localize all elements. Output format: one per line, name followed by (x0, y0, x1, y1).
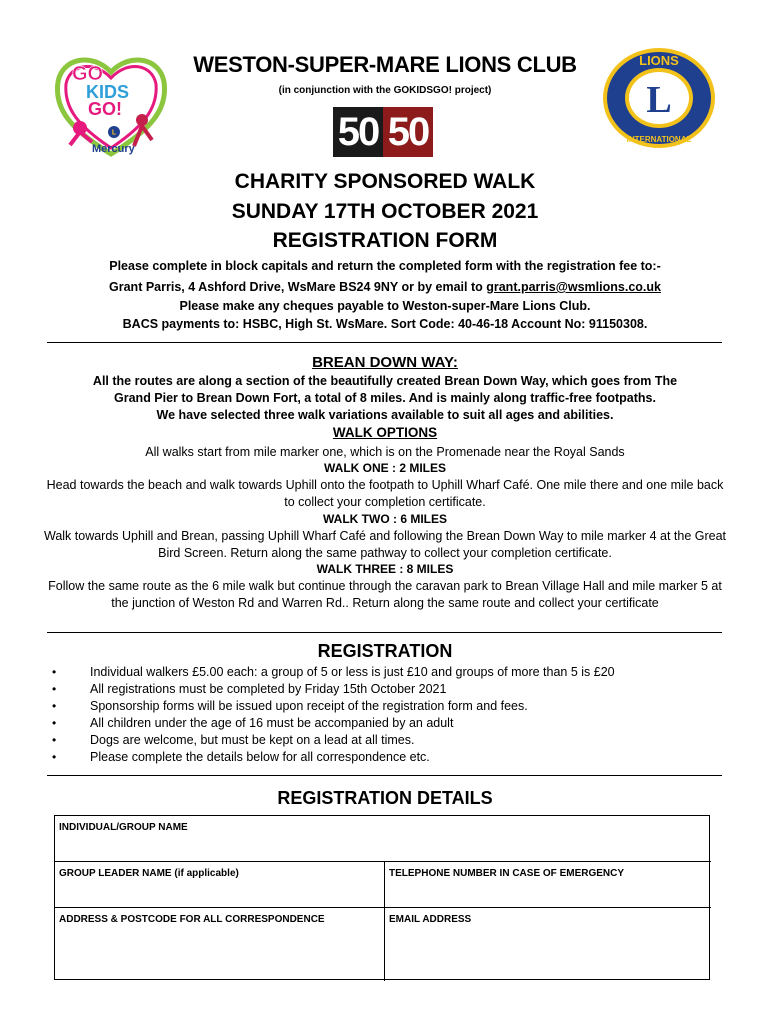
list-item: • Dogs are welcome, but must be kept on a lead at all times. (52, 733, 732, 750)
intro-cheques: Please make any cheques payable to Weston-super-Mare Lions Club. (179, 299, 591, 313)
form-title: REGISTRATION FORM (272, 229, 498, 252)
group-leader-label: GROUP LEADER NAME (if applicable) (59, 868, 239, 879)
lions-letter: L (646, 79, 672, 121)
divider (47, 342, 722, 343)
brean-heading: BREAN DOWN WAY: (312, 354, 458, 371)
fifty-fifty-badge (333, 107, 433, 157)
emergency-phone-field[interactable] (389, 883, 707, 903)
address-cell (55, 908, 385, 981)
email-label: EMAIL ADDRESS (389, 914, 472, 925)
address-label: ADDRESS & POSTCODE FOR ALL CORRESPONDENCE (59, 914, 325, 925)
divider (47, 775, 722, 776)
walk-three-title: WALK THREE : 8 MILES (316, 562, 454, 576)
intro-address (40, 280, 730, 294)
group-name-field[interactable] (59, 837, 707, 857)
intro-address-text: Grant Parris, 4 Ashford Drive, WsMare BS24 9NY or by email to (109, 280, 487, 294)
divider (47, 632, 722, 633)
walk-start-text: All walks start from mile marker one, which is on the Promenade near the Royal Sands (145, 445, 625, 459)
badge-right-number: 50 (383, 107, 433, 157)
lions-international-logo (600, 46, 718, 150)
walk-options-heading: WALK OPTIONS (332, 425, 438, 440)
lions-bottom-text: INTERNATIONAL (626, 135, 692, 144)
email-cell (385, 908, 711, 981)
intro-instructions: Please complete in block capitals and return the completed form with the registration fee to:- (109, 259, 661, 273)
contact-email-link[interactable]: grant.parris@wsmlions.co.uk (486, 280, 661, 294)
walk-two-title: WALK TWO : 6 MILES (323, 512, 447, 526)
event-date: SUNDAY 17TH OCTOBER 2021 (231, 200, 539, 223)
registration-list (52, 665, 732, 767)
club-title: WESTON-SUPER-MARE LIONS CLUB (193, 52, 577, 77)
group-name-cell (55, 816, 711, 862)
gokidsgo-logo (52, 50, 170, 160)
registration-details-form (54, 815, 710, 980)
group-leader-cell (55, 862, 385, 908)
list-item: • All children under the age of 16 must be accompanied by an adult (52, 716, 732, 733)
logo-text-go2: GO! (88, 99, 122, 119)
brean-text-1: All the routes are along a section of the beautifully created Brean Down Way, which goes from The (92, 374, 678, 388)
registration-details-heading: REGISTRATION DETAILS (277, 788, 493, 808)
walk-one-title: WALK ONE : 2 MILES (323, 461, 446, 475)
club-subtitle: (in conjunction with the GOKIDSGO! project) (278, 85, 492, 96)
logo-text-go: GO (72, 63, 104, 85)
logo-text-mercury: Mercury (92, 143, 135, 155)
list-item: • Please complete the details below for all correspondence etc. (52, 750, 732, 767)
email-field[interactable] (389, 930, 707, 950)
group-name-label: INDIVIDUAL/GROUP NAME (59, 822, 188, 833)
intro-bacs: BACS payments to: HSBC, High St. WsMare. Sort Code: 40-46-18 Account No: 91150308. (122, 317, 648, 331)
address-field[interactable] (59, 930, 380, 977)
brean-text-3: We have selected three walk variations available to suit all ages and abilities. (156, 408, 614, 422)
list-item: • All registrations must be completed by Friday 15th October 2021 (52, 682, 732, 699)
list-item: • Individual walkers £5.00 each: a group of 5 or less is just £10 and groups of more than 5 is £20 (52, 665, 732, 682)
list-item: • Sponsorship forms will be issued upon receipt of the registration form and fees. (52, 699, 732, 716)
event-heading: CHARITY SPONSORED WALK (234, 170, 536, 193)
emergency-phone-cell (385, 862, 711, 908)
emergency-phone-label: TELEPHONE NUMBER IN CASE OF EMERGENCY (389, 868, 625, 879)
logo-text-kids: KIDS (86, 82, 130, 102)
group-leader-field[interactable] (59, 883, 380, 903)
walk-three-description: Follow the same route as the 6 mile walk but continue through the caravan park to Brean Village Hall and mile marker 5 at the junction of Weston Rd and Warren Rd.. Return along the same route and collect your certificate (48, 579, 722, 610)
brean-text-2: Grand Pier to Brean Down Fort, a total of 8 miles. And is mainly along traffic-free footpaths. (114, 391, 656, 405)
registration-heading: REGISTRATION (317, 641, 453, 661)
walk-two-description: Walk towards Uphill and Brean, passing Uphill Wharf Café and following the Brean Down Way to mile marker 4 at the Great Bird Screen. Return along the same pathway to collect your completion certificate. (43, 529, 727, 560)
lions-top-text: LIONS (639, 53, 679, 68)
badge-left-number: 50 (333, 107, 383, 157)
walk-one-description: Head towards the beach and walk towards Uphill onto the footpath to Uphill Wharf Café. One mile there and one mile back to collect your completion certificate. (46, 478, 724, 509)
svg-text:L: L (111, 129, 117, 137)
